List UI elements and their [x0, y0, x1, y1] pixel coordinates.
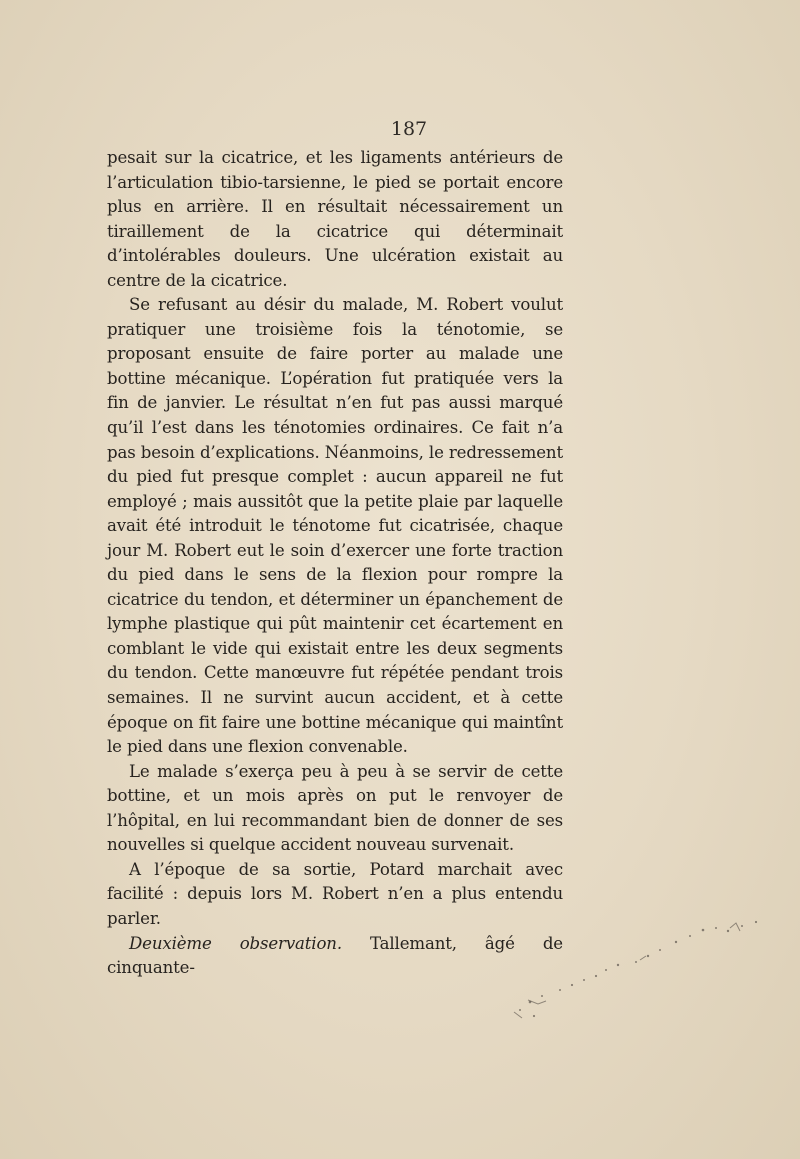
observation-heading: Deuxième observation. — [129, 933, 342, 953]
body-text — [107, 146, 563, 981]
paragraph: pesait sur la cicatrice, et les ligaments antérieurs de l’articulation tibio-tarsienne, le pied se portait encore plus en arrière. Il en résultait nécessairement un tiraillement de la cicatrice qui déterminait d’intolérables douleurs. Une ulcération existait au centre de la cicatrice. — [107, 148, 563, 290]
paragraph: Le malade s’exerça peu à peu à se servir de cette bottine, et un mois après on put le renvoyer de l’hôpital, en lui recommandant bien de donner de ses nouvelles si quelque accident nouveau survenait. — [107, 761, 563, 855]
observation-text: Tallemant, âgé de cinquante- — [107, 933, 563, 978]
page-number: 187 — [390, 118, 428, 140]
paragraph: Se refusant au désir du malade, M. Robert voulut pratiquer une troisième fois la ténotomie, se proposant ensuite de faire porter au malade une bottine mécanique. L’opération fut pratiquée vers la fin de janvier. Le résultat n’en fut pas aussi marqué qu’il l’est dans les ténotomies ordinaires. Ce fait n’a pas besoin d’explications. Néanmoins, le redressement du pied fut presque complet : aucun appareil ne fut employé ; mais aussitôt que la petite plaie par laquelle avait été introduit le ténotome fut cicatrisée, chaque jour M. Robert eut le soin d’exercer une forte traction du pied dans le sens de la flexion pour rompre la cicatrice du tendon, et déterminer un épanchement de lymphe plastique qui pût maintenir cet écartement en comblant le vide qui existait entre les deux segments du tendon. Cette manœuvre fut répétée pendant trois semaines. Il ne survint aucun accident, et à cette époque on fit faire une bottine mécanique qui maintînt le pied dans une flexion convenable. — [107, 295, 563, 757]
paragraph: A l’époque de sa sortie, Potard marchait avec facilité : depuis lors M. Robert n’en a plus entendu parler. — [107, 859, 563, 928]
paragraph-observation — [107, 932, 563, 981]
